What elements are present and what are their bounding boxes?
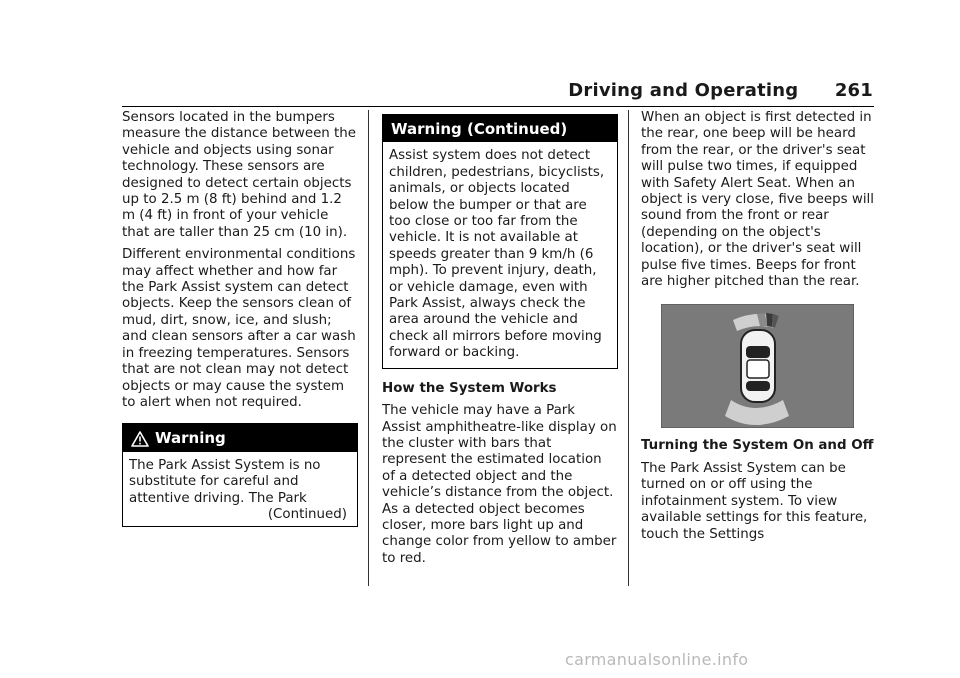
- warning-title: Warning: [155, 429, 226, 448]
- warning-text: The Park Assist System is no substitute for careful and attentive driving. The Park: [129, 457, 321, 506]
- warning-body-continued: [383, 142, 617, 367]
- column-divider-1: [368, 110, 369, 586]
- section-title: Driving and Operating: [568, 80, 799, 101]
- page-number: 261: [834, 80, 873, 101]
- warning-body: [123, 452, 357, 527]
- warning-box-continued: [382, 114, 618, 369]
- warning-header-continued: [383, 115, 617, 142]
- paragraph-how-system-works: The vehicle may have a Park Assist amphitheatre-like display on the cluster with bars that represent the estimated location of a detected object and the vehicle’s distance from the object. As a detected object becomes closer, more bars light up and change color from yellow to amber to red.: [382, 403, 617, 566]
- paragraph-turning-on-off: The Park Assist System can be turned on or off using the infotainment system. To view available settings for this feature, touch the Settings: [641, 460, 868, 542]
- column-1: [122, 110, 358, 527]
- column-divider-2: [628, 110, 629, 586]
- heading-how-system-works: How the System Works: [382, 380, 557, 396]
- column-3: [641, 110, 877, 549]
- continued-label: (Continued): [267, 506, 347, 522]
- watermark: carmanualsonline.info: [565, 650, 749, 669]
- park-assist-figure: [661, 304, 854, 428]
- warning-header: [123, 424, 357, 451]
- page-header: [568, 80, 873, 101]
- warning-title-continued: Warning (Continued): [391, 120, 568, 138]
- column-2: [382, 110, 618, 573]
- warning-triangle-icon: [131, 431, 149, 447]
- warning-box: [122, 423, 358, 527]
- heading-turning-on-off: Turning the System On and Off: [641, 438, 874, 454]
- header-rule: [122, 106, 874, 107]
- paragraph-beeps: When an object is first detected in the rear, one beep will be heard from the rear, or the driver's seat will pulse two times, if equipped with Safety Alert Seat. When an object is very close, five beeps will sound from the front or rear (depending on the object's location), or the driver's seat will pulse five times. Beeps for front are higher pitched than the rear.: [641, 110, 875, 290]
- paragraph-conditions: Different environmental conditions may affect whether and how far the Park Assist system can detect objects. Keep the sensors clean of mud, dirt, snow, ice, and slush; and clean sensors after a car wash in freezing temperatures. Sensors that are not clean may not detect objects or may cause the system to alert when not required.: [122, 247, 356, 410]
- park-assist-illustration: [661, 304, 854, 428]
- car-icon: [741, 330, 775, 402]
- warning-text-continued: Assist system does not detect children, pedestrians, bicyclists, animals, or objects located below the bumper or that are too close or too far from the vehicle. It is not available at speeds greater than 9 km/h (6 mph). To prevent injury, death, or vehicle damage, even with Park Assist, always check the area around the vehicle and check all mirrors before moving forward or backing.: [389, 148, 605, 361]
- paragraph-sensors: Sensors located in the bumpers measure the distance between the vehicle and objects using sonar technology. These sensors are designed to detect certain objects up to 2.5 m (8 ft) behind and 1.2 m (4 ft) in front of your vehicle that are taller than 25 cm (10 in).: [122, 110, 357, 240]
